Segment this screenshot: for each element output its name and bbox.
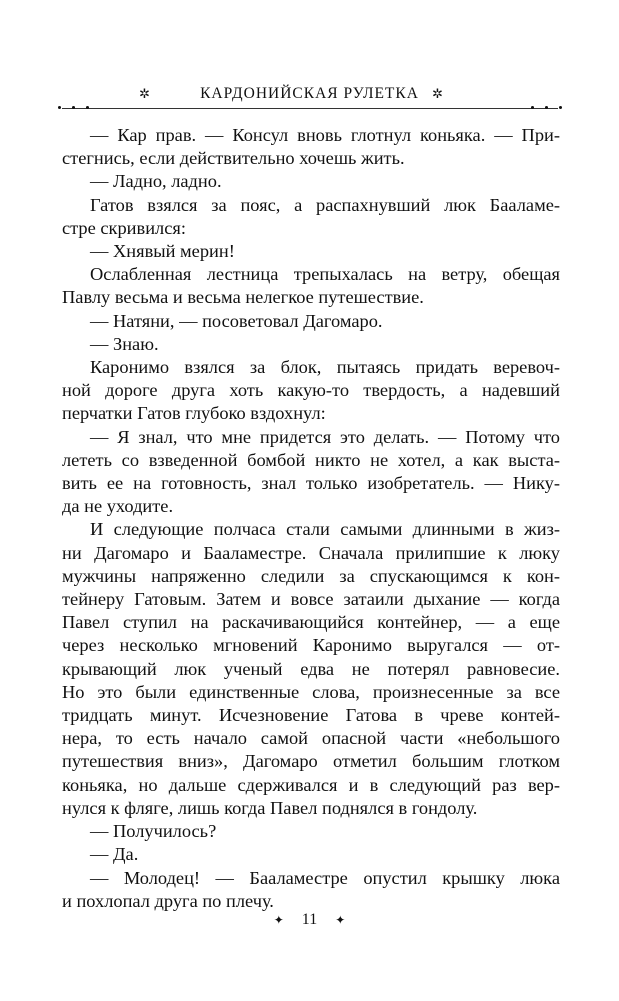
body-text xyxy=(62,124,560,913)
rule-dot-icon xyxy=(86,106,89,109)
text-line: — Я знал, что мне придется это делать. — Потому что xyxy=(90,426,560,447)
text-line: Павел ступил на раскачивающийся контейнер, — а еще xyxy=(62,612,560,633)
rule-dot-icon xyxy=(545,106,548,109)
ornament-left-icon: ✲ xyxy=(139,86,150,101)
text-line: Гатов взялся за пояс, а распахнувший люк Бааламе- xyxy=(90,194,560,215)
text-line: и похлопал друга по плечу. xyxy=(62,890,274,911)
text-line: — Натяни, — посоветовал Дагомаро. xyxy=(90,310,383,331)
text-line: Ослабленная лестница трепыхалась на ветру, обещая xyxy=(90,264,560,285)
text-line: — Знаю. xyxy=(90,333,159,354)
text-line: — Молодец! — Бааламестре опустил крышку люка xyxy=(90,867,560,888)
text-line: Но это были единственные слова, произнесенные за все xyxy=(62,681,560,702)
text-line: через несколько мгновений Каронимо выругался — от- xyxy=(62,635,560,656)
page-number: 11 xyxy=(301,911,318,928)
text-line: крывающий люк ученый едва не потерял равновесие. xyxy=(62,658,560,679)
text-line: ной дороге друга хоть какую-то твердость, а надевший xyxy=(62,380,560,401)
running-header xyxy=(0,84,619,114)
page-footer xyxy=(0,910,619,930)
text-line: стре скривился: xyxy=(62,217,186,238)
text-line: ни Дагомаро и Бааламестре. Сначала прилипшие к люку xyxy=(62,542,560,563)
text-line: перчатки Гатов глубоко вздохнул: xyxy=(62,403,326,424)
rule-dot-icon xyxy=(72,106,75,109)
text-line: нулся к фляге, лишь когда Павел поднялся в гондолу. xyxy=(62,797,478,818)
text-line: — Кар прав. — Консул вновь глотнул коньяка. — При- xyxy=(90,125,560,145)
footer-star-left-icon: ✦ xyxy=(273,913,284,927)
text-line: — Хнявый мерин! xyxy=(90,241,235,262)
rule-dot-icon xyxy=(559,106,562,109)
header-rule-dots xyxy=(58,104,562,112)
text-line: путешествия вниз», Дагомаро отметил большим глотком xyxy=(62,751,560,772)
rule-dot-icon xyxy=(58,106,61,109)
text-line: Каронимо взялся за блок, пытаясь придать веревоч- xyxy=(90,357,560,378)
text-line: тейнеру Гатовым. Затем и вовсе затаили дыхание — когда xyxy=(62,589,560,610)
text-line: мужчины напряженно следили за спускающимся к кон- xyxy=(62,565,560,586)
text-line: нера, то есть начало самой опасной части «небольшого xyxy=(62,728,560,749)
rule-dot-icon xyxy=(531,106,534,109)
text-line: стегнись, если действительно хочешь жить. xyxy=(62,148,405,169)
text-line: тридцать минут. Исчезновение Гатова в чреве контей- xyxy=(62,705,560,726)
footer-star-right-icon: ✦ xyxy=(335,913,346,927)
text-line: Павлу весьма и весьма нелегкое путешествие. xyxy=(62,287,424,308)
text-line: И следующие полчаса стали самыми длинными в жиз- xyxy=(90,519,560,540)
ornament-right-icon: ✲ xyxy=(432,86,443,101)
text-line: вить ее на готовность, знал только изобретатель. — Нику- xyxy=(62,473,560,494)
text-line: — Получилось? xyxy=(90,821,217,842)
running-header-title: КАРДОНИЙСКАЯ РУЛЕТКА xyxy=(200,85,419,102)
text-line: — Ладно, ладно. xyxy=(90,171,222,192)
text-line: лететь со взведенной бомбой никто не хотел, а как выста- xyxy=(62,449,560,470)
text-line: коньяка, но дальше сдерживался и в следующий раз вер- xyxy=(62,774,560,795)
text-line: да не уходите. xyxy=(62,496,174,517)
text-line: — Да. xyxy=(90,844,139,865)
